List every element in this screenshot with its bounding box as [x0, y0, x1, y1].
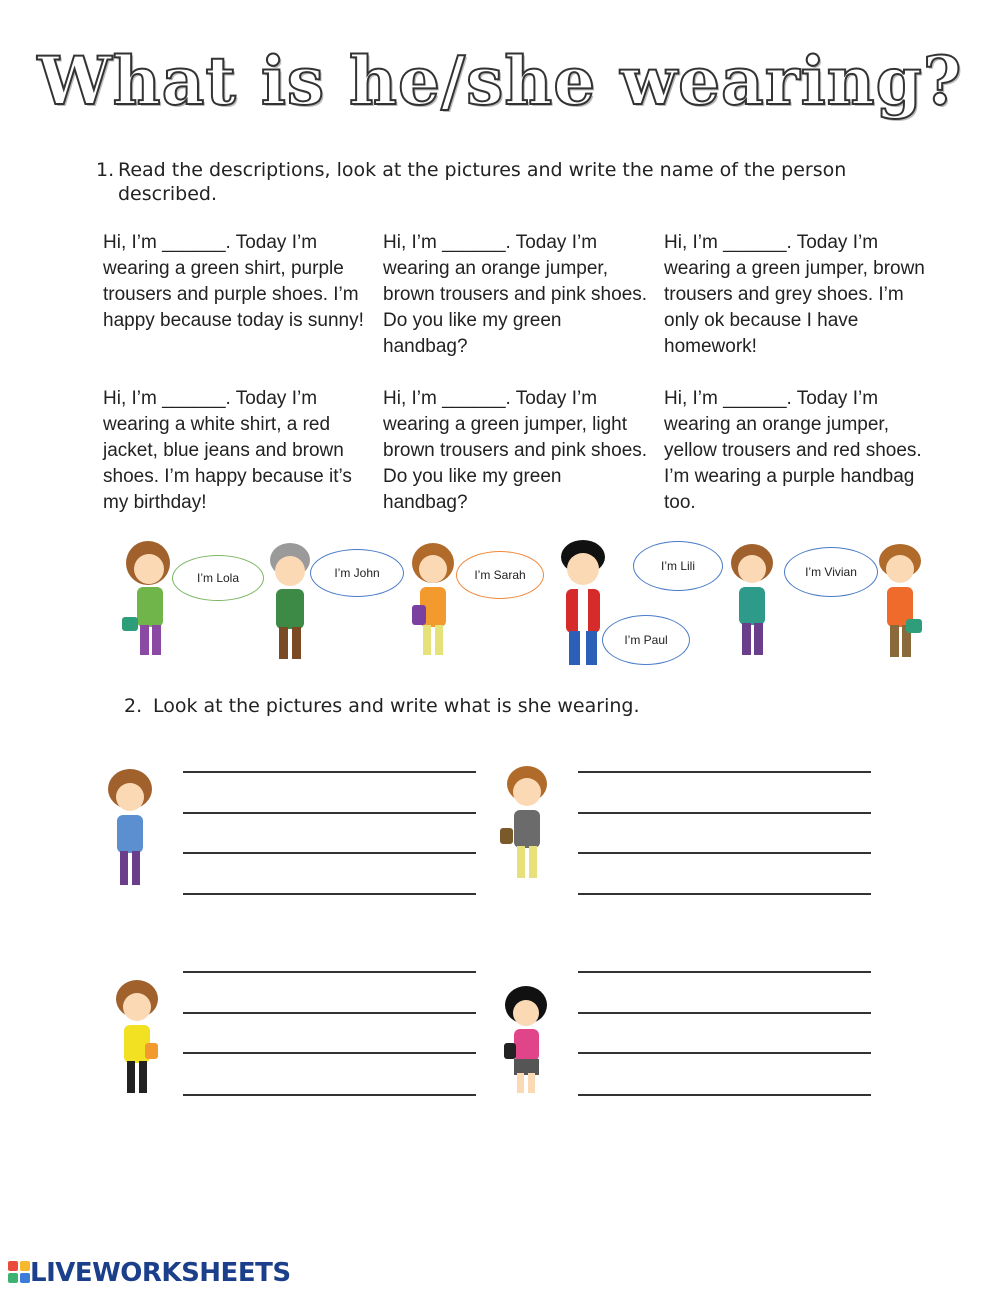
exercise-1-text-line2: described.: [118, 183, 218, 205]
speech-bubble-lola: I’m Lola: [172, 555, 264, 601]
girl-grey-jumper-figure: [495, 762, 560, 887]
answer-line[interactable]: [183, 971, 476, 973]
girl-figure-2: [412, 543, 454, 655]
girl-figure-4: [879, 544, 922, 657]
logo-text: LIVEWORKSHEETS: [30, 1258, 291, 1288]
speech-bubble-john: I’m John: [310, 549, 404, 597]
answer-line[interactable]: [183, 893, 476, 895]
girl-pink-jumper-figure: [498, 985, 558, 1100]
answer-line[interactable]: [183, 1012, 476, 1014]
answer-line[interactable]: [578, 1012, 871, 1014]
logo-icon: [8, 1261, 30, 1285]
liveworksheets-logo[interactable]: [8, 1258, 291, 1288]
answer-line[interactable]: [183, 852, 476, 854]
answer-line[interactable]: [183, 771, 476, 773]
worksheet-title: What is he/she wearing?: [37, 42, 963, 120]
exercise-1-number: 1.: [96, 159, 115, 181]
speech-bubble-vivian: I’m Vivian: [784, 547, 878, 597]
girl-figure-1: [122, 541, 170, 655]
exercise-2-text: Look at the pictures and write what is she wearing.: [153, 695, 640, 717]
answer-line[interactable]: [578, 771, 871, 773]
characters-strip: [100, 535, 930, 675]
description-2: Hi, I’m ______. Today I’m wearing an orange jumper, brown trousers and pink shoes. Do you like my green handbag?: [383, 232, 648, 357]
speech-bubble-lili: I’m Lili: [633, 541, 723, 591]
girl-yellow-jumper-figure: [105, 977, 170, 1102]
boy-figure: [561, 540, 605, 665]
description-6: Hi, I’m ______. Today I’m wearing an orange jumper, yellow trousers and red shoes. I’m wearing a purple handbag too.: [664, 388, 922, 513]
answer-line[interactable]: [183, 1094, 476, 1096]
girl-figure-3: [731, 544, 773, 655]
exercise-1-text-line1: Read the descriptions, look at the pictures and write the name of the person: [118, 159, 847, 181]
girl-blue-jumper-figure: [100, 765, 160, 895]
speech-bubble-paul: I’m Paul: [602, 615, 690, 665]
description-3: Hi, I’m ______. Today I’m wearing a green jumper, brown trousers and grey shoes. I’m only ok because I have homework!: [664, 232, 925, 357]
exercise-1-instruction: [96, 158, 876, 206]
answer-line[interactable]: [578, 893, 871, 895]
description-5: Hi, I’m ______. Today I’m wearing a green jumper, light brown trousers and pink shoes. Do you like my green handbag?: [383, 388, 648, 513]
description-1: Hi, I’m ______. Today I’m wearing a green shirt, purple trousers and purple shoes. I’m happy because today is sunny!: [103, 232, 364, 331]
answer-line[interactable]: [578, 1052, 871, 1054]
answer-line[interactable]: [578, 971, 871, 973]
answer-line[interactable]: [183, 812, 476, 814]
grandpa-figure: [270, 543, 310, 659]
exercise-2-number: 2.: [124, 695, 143, 717]
answer-line[interactable]: [578, 852, 871, 854]
exercise-2-instruction: [124, 694, 824, 718]
answer-line[interactable]: [183, 1052, 476, 1054]
answer-line[interactable]: [578, 1094, 871, 1096]
answer-line[interactable]: [578, 812, 871, 814]
description-4: Hi, I’m ______. Today I’m wearing a white shirt, a red jacket, blue jeans and brown shoes. I’m happy because it’s my birthday!: [103, 388, 352, 513]
speech-bubble-sarah: I’m Sarah: [456, 551, 544, 599]
